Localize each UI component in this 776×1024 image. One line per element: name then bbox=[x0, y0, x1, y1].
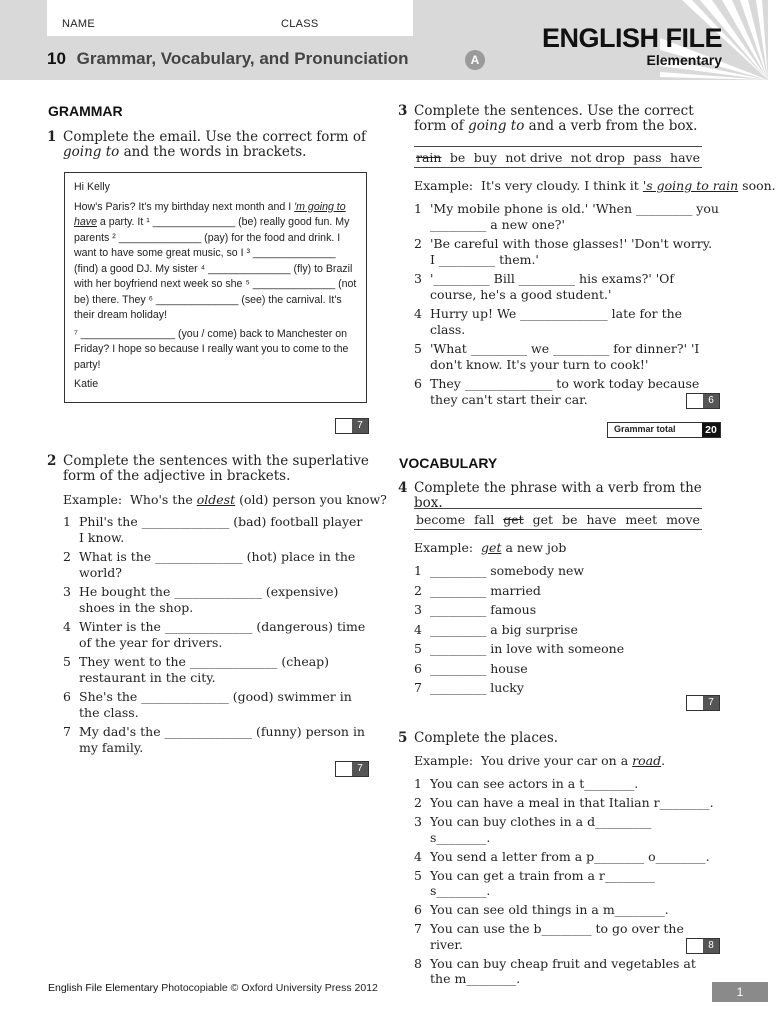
email-example-answer: 'm going to have bbox=[74, 200, 346, 228]
list-item: 1 'My mobile phone is old.' 'When _________ you _________ a new one?' bbox=[414, 201, 719, 232]
list-item: 2 You can have a meal in that Italian r________. bbox=[414, 795, 714, 810]
email-box bbox=[64, 172, 367, 403]
brand-title: ENGLISH FILE bbox=[541, 23, 722, 53]
unit-number: 10 bbox=[47, 49, 66, 68]
class-label: CLASS bbox=[281, 18, 319, 30]
word-box-item: become bbox=[416, 511, 466, 527]
email-paragraph-1: How's Paris? It's my birthday next month and I 'm going to have a party. It ¹ ______________ (be) really good fun. My parents ² ______________ (pay) for the food and drink. I want to have some great music, so I ³ ______________ (find) a good DJ. My sister ⁴ ______________ (fly) to Brazil with her boyfriend next week so she ⁵ ______________ (not be) there. They ⁶ ______________ (see) the carnival. It's their dream holiday! bbox=[74, 200, 357, 321]
list-item: 7 You can use the b________ to go over the river. bbox=[414, 921, 684, 952]
word-box-item: rain bbox=[416, 149, 442, 165]
list-item: 6 She's the ______________ (good) swimmer in the class. bbox=[63, 689, 352, 720]
list-item: 4 Hurry up! We ______________ late for the class. bbox=[414, 306, 683, 337]
list-item: 4 _________ a big surprise bbox=[414, 621, 578, 637]
word-box-item: buy bbox=[473, 149, 497, 165]
word-box-item: fall bbox=[474, 511, 495, 527]
grammar-total-value: 20 bbox=[702, 423, 720, 437]
footer-brand: English File Elementary bbox=[48, 982, 159, 994]
question-3-items bbox=[414, 201, 719, 407]
name-class-bar bbox=[47, 0, 413, 36]
score-box-q3[interactable]: 6 bbox=[686, 393, 720, 409]
question-instruction: Complete the phrase with a verb from the box. bbox=[414, 480, 702, 511]
vocabulary-heading: VOCABULARY bbox=[399, 455, 498, 471]
example-answer: 's going to rain bbox=[642, 178, 739, 193]
word-box-q4 bbox=[414, 508, 702, 530]
score-box-q5[interactable]: 8 bbox=[686, 938, 720, 954]
list-item: 2 _________ married bbox=[414, 582, 541, 598]
list-item: 3 '_________ Bill _________ his exams?' 'Of course, he's a good student.' bbox=[414, 271, 675, 302]
list-item: 5 You can get a train from a r________ s________. bbox=[414, 867, 655, 898]
word-box-item: be bbox=[562, 511, 578, 527]
list-item: 4 You send a letter from a p________ o________. bbox=[414, 848, 710, 864]
score-box-q4[interactable]: 7 bbox=[686, 695, 720, 711]
email-signoff: Katie bbox=[74, 378, 99, 390]
list-item: 1 Phil's the ______________ (bad) football player I know. bbox=[63, 514, 363, 545]
question-instruction: Complete the places. bbox=[414, 730, 559, 746]
list-item: 8 You can buy cheap fruit and vegetables at the m________. bbox=[414, 955, 696, 986]
example-answer: oldest bbox=[196, 492, 236, 507]
email-greeting: Hi Kelly bbox=[74, 181, 110, 193]
list-item: 3 You can buy clothes in a d_________ s________. bbox=[414, 814, 652, 845]
question-instruction: Complete the sentences with the superlative form of the adjective in brackets. bbox=[63, 453, 369, 484]
list-item: 4 Winter is the ______________ (dangerous) time of the year for drivers. bbox=[63, 619, 366, 650]
list-item: 5 _________ in love with someone bbox=[414, 641, 625, 656]
list-item: 3 _________ famous bbox=[414, 602, 537, 617]
word-box-q3 bbox=[414, 146, 702, 168]
word-box-item: not drop bbox=[570, 149, 625, 165]
question-2-items bbox=[63, 514, 368, 755]
word-box-item: get bbox=[503, 511, 524, 527]
question-instruction: Complete the sentences. Use the correct form of going to and a verb from the box. bbox=[414, 103, 698, 134]
list-item: 5 'What _________ we _________ for dinner?' 'I don't know. It's your turn to cook!' bbox=[414, 341, 700, 372]
list-item: 7 My dad's the ______________ (funny) person in my family. bbox=[63, 724, 365, 755]
question-5: 5 Complete the places. bbox=[398, 731, 720, 746]
email-paragraph-2: ⁷ ________________ (you / come) back to Manchester on Friday? I hope so because I really want you to come to the party! bbox=[74, 327, 349, 371]
question-4-items bbox=[414, 563, 714, 696]
word-box-item: move bbox=[666, 511, 700, 527]
question-5-items bbox=[414, 776, 714, 987]
list-item: 7 _________ lucky bbox=[414, 680, 524, 695]
question-4: 4 Complete the phrase with a verb from the box. bbox=[398, 481, 720, 511]
example-q5: Example: You drive your car on a road. bbox=[414, 753, 666, 768]
list-item: 6 They ______________ to work today because they can't start their car. bbox=[414, 376, 700, 407]
list-item: 2 What is the ______________ (hot) place in the world? bbox=[63, 549, 356, 580]
test-version-badge: A bbox=[465, 50, 485, 70]
grammar-heading: GRAMMAR bbox=[48, 103, 123, 119]
footer-copyright bbox=[48, 982, 378, 994]
list-item: 6 _________ house bbox=[414, 660, 528, 676]
word-box-item: get bbox=[532, 511, 554, 527]
example-answer: get bbox=[481, 540, 502, 555]
list-item: 5 They went to the ______________ (cheap) restaurant in the city. bbox=[63, 654, 330, 685]
list-item: 1 _________ somebody new bbox=[414, 563, 585, 578]
list-item: 6 You can see old things in a m________. bbox=[414, 902, 669, 917]
grammar-total-box bbox=[607, 422, 721, 438]
page-number: 1 bbox=[712, 982, 768, 1002]
level-label: Elementary bbox=[646, 52, 722, 68]
list-item: 2 'Be careful with those glasses!' 'Don't worry. I _________ them.' bbox=[414, 236, 713, 267]
word-box-item: meet bbox=[625, 511, 658, 527]
unit-title-text: Grammar, Vocabulary, and Pronunciation bbox=[76, 49, 409, 68]
example-q3: Example: It's very cloudy. I think it 's going to rain soon. bbox=[414, 178, 776, 193]
list-item: 1 You can see actors in a t________. bbox=[414, 776, 639, 791]
example-q2: Example: Who's the oldest (old) person you know? bbox=[63, 492, 387, 507]
list-item: 3 He bought the ______________ (expensive) shoes in the shop. bbox=[63, 584, 339, 615]
unit-title bbox=[47, 49, 409, 69]
grammar-total-label: Grammar total bbox=[614, 424, 676, 434]
question-1 bbox=[47, 130, 372, 160]
footer-rest: Photocopiable © Oxford University Press 2012 bbox=[158, 982, 378, 994]
example-q4: Example: get a new job bbox=[414, 540, 567, 555]
word-box-item: pass bbox=[633, 149, 662, 165]
word-box-item: have bbox=[586, 511, 617, 527]
name-label: NAME bbox=[62, 18, 95, 30]
word-box-item: have bbox=[670, 149, 700, 165]
score-box-q2[interactable]: 7 bbox=[335, 761, 369, 777]
word-box-item: be bbox=[449, 149, 466, 165]
question-number: 1 bbox=[47, 129, 57, 145]
word-box-item: not drive bbox=[505, 149, 563, 165]
question-instruction: Complete the email. Use the correct form of going to and the words in brackets. bbox=[63, 129, 367, 160]
question-2: 2 Complete the sentences with the superlative form of the adjective in brackets. bbox=[47, 454, 372, 484]
question-3: 3 Complete the sentences. Use the correct form of going to and a verb from the box. bbox=[398, 104, 720, 134]
score-box-q1[interactable]: 7 bbox=[335, 418, 369, 434]
example-answer: road bbox=[632, 753, 662, 768]
